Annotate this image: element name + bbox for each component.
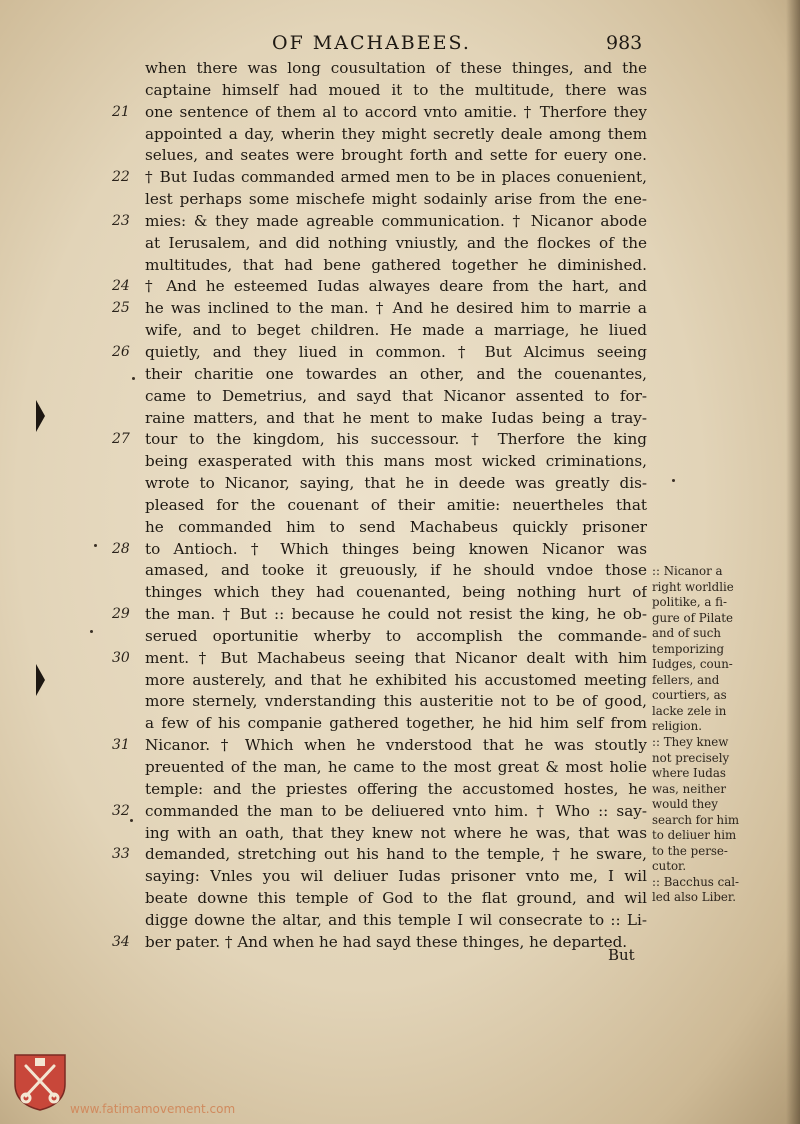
text-line: [0, 320, 800, 342]
pointer-mark-icon: [36, 400, 45, 432]
text-line: [0, 298, 800, 320]
margin-note-line: where Iudas: [652, 766, 726, 781]
margin-note-line: courtiers, as: [652, 688, 727, 703]
line-text: Nicanor. † Which when he vnderstood that he was stoutly: [145, 736, 647, 755]
line-text: selues, and seates were brought forth and sette for euery one.: [145, 146, 647, 165]
margin-note-line: lacke zele in: [652, 703, 727, 718]
ink-speck: [130, 819, 133, 822]
line-text: † And he esteemed Iudas alwayes deare from the hart, and: [145, 277, 647, 296]
ink-speck: [94, 544, 97, 547]
text-line: [0, 539, 800, 561]
text-line: [0, 233, 800, 255]
margin-note-line: right worldlie: [652, 579, 734, 594]
margin-note-line: gure of Pilate: [652, 610, 733, 625]
footer-website-link[interactable]: www.fatimamovement.com: [70, 1102, 236, 1116]
line-text: wife, and to beget children. He made a marriage, he liued: [145, 321, 647, 340]
line-text: pleased for the couenant of their amitie: neuertheles that: [145, 495, 647, 514]
line-text: tour to the kingdom, his successour. † Therfore the king: [145, 430, 647, 449]
verse-number: 23: [112, 212, 130, 229]
verse-number: 27: [112, 431, 130, 448]
text-line: [0, 255, 800, 277]
line-text: raine matters, and that he ment to make Iudas being a tray-: [145, 408, 647, 427]
text-line: [0, 408, 800, 430]
text-line: [0, 451, 800, 473]
ink-speck: [90, 630, 93, 633]
line-text: to Antioch. † Which thinges being knowen Nicanor was: [145, 539, 647, 558]
verse-number: 21: [112, 103, 130, 120]
text-line: [0, 102, 800, 124]
text-line: [0, 429, 800, 451]
margin-note-line: would they: [652, 797, 718, 812]
text-line: [0, 80, 800, 102]
line-text: being exasperated with this mans most wicked criminations,: [145, 452, 647, 471]
line-text: digge downe the altar, and this temple I wil consecrate to :: Li-: [145, 910, 647, 929]
line-text: he commanded him to send Machabeus quickly prisoner: [145, 517, 647, 536]
line-text: the man. † But :: because he could not resist the king, he ob-: [145, 605, 647, 624]
margin-note-line: and of such: [652, 626, 722, 641]
line-text: quietly, and they liued in common. † But Alcimus seeing: [145, 342, 647, 361]
catchword: But: [608, 946, 635, 964]
line-text: amased, and tooke it greuously, if he should vndoe those: [145, 561, 647, 580]
margin-note-line: led also Liber.: [652, 890, 737, 905]
line-text: beate downe this temple of God to the flat ground, and wil: [145, 889, 647, 908]
margin-note-line: to the perse-: [652, 843, 728, 858]
line-text: more austerely, and that he exhibited his accustomed meeting: [145, 670, 647, 689]
line-text: more sternely, vnderstanding this austeritie not to be of good,: [145, 692, 647, 711]
line-text: commanded the man to be deliuered vnto him. † Who :: say-: [145, 801, 647, 820]
margin-note-line: cutor.: [652, 859, 687, 874]
text-line: [0, 495, 800, 517]
text-line: [0, 473, 800, 495]
line-text: temple: and the priestes offering the accustomed hostes, he: [145, 779, 647, 798]
line-text: when there was long cousultation of these thinges, and the: [145, 59, 647, 77]
text-line: [0, 124, 800, 146]
text-line: [0, 145, 800, 167]
line-text: multitudes, that had bene gathered together he diminished.: [145, 255, 647, 274]
margin-note-line: search for him: [652, 812, 740, 827]
verse-number: 26: [112, 343, 130, 360]
line-text: captaine himself had moued it to the multitude, there was: [145, 80, 647, 99]
line-text: ber pater. † And when he had sayd these thinges, he departed.: [145, 932, 628, 951]
line-text: saying: Vnles you wil deliuer Iudas prisoner vnto me, I wil: [145, 867, 647, 886]
margin-note-line: to deliuer him: [652, 828, 737, 843]
text-line: [0, 364, 800, 386]
margin-note-line: fellers, and: [652, 672, 720, 687]
text-line: [0, 58, 800, 80]
line-text: ment. † But Machabeus seeing that Nicanor dealt with him: [145, 648, 647, 667]
line-text: † But Iudas commanded armed men to be in places conuenient,: [145, 168, 647, 187]
verse-number: 31: [112, 737, 130, 754]
margin-note-line: was, neither: [652, 781, 726, 796]
margin-notes: [652, 564, 792, 906]
line-text: preuented of the man, he came to the most great & most holie: [145, 758, 647, 776]
line-text: lest perhaps some mischefe might sodainly arise from the ene-: [145, 190, 647, 209]
margin-note-line: temporizing: [652, 641, 725, 656]
verse-number: 32: [112, 802, 130, 819]
verse-number: 29: [112, 606, 130, 623]
text-line: [0, 932, 800, 954]
line-text: came to Demetrius, and sayd that Nicanor assented to for-: [145, 386, 647, 405]
verse-number: 25: [112, 300, 130, 317]
line-text: a few of his companie gathered together, he hid him self from: [145, 714, 647, 733]
text-line: [0, 211, 800, 233]
page-number: 983: [606, 32, 643, 54]
line-text: serued oportunitie wherby to accomplish the commande-: [145, 626, 647, 645]
margin-note-line: religion.: [652, 719, 702, 734]
line-text: appointed a day, wherin they might secretly deale among them: [145, 124, 647, 143]
verse-number: 28: [112, 540, 130, 557]
margin-note-line: politike, a fi-: [652, 595, 727, 610]
line-text: wrote to Nicanor, saying, that he in deede was greatly dis-: [145, 474, 647, 493]
margin-note-line: Iudges, coun-: [652, 657, 733, 672]
line-text: demanded, stretching out his hand to the temple, † he sware,: [145, 845, 647, 864]
line-text: he was inclined to the man. † And he desired him to marrie a: [145, 299, 647, 318]
line-text: mies: & they made agreable communication. † Nicanor abode: [145, 211, 647, 230]
verse-number: 24: [112, 278, 130, 295]
text-line: [0, 342, 800, 364]
text-line: [0, 276, 800, 298]
text-line: [0, 386, 800, 408]
margin-note-line: :: They knew: [652, 735, 729, 750]
text-line: [0, 517, 800, 539]
verse-number: 34: [112, 933, 130, 950]
running-head: OF MACHABEES.: [272, 32, 471, 54]
pointer-mark-icon: [36, 664, 45, 696]
verse-number: 30: [112, 649, 130, 666]
line-text: at Ierusalem, and did nothing vniustly, and the flockes of the: [145, 233, 647, 252]
text-line: [0, 167, 800, 189]
margin-note-line: :: Bacchus cal-: [652, 874, 740, 889]
text-line: [0, 910, 800, 932]
papal-keys-logo-icon: [12, 1052, 68, 1112]
line-text: their charitie one towardes an other, and the couenantes,: [145, 364, 647, 383]
ink-speck: [672, 479, 675, 482]
ink-speck: [132, 377, 135, 380]
line-text: ing with an oath, that they knew not where he was, that was: [145, 823, 647, 842]
margin-note-line: :: Nicanor a: [652, 564, 723, 578]
verse-number: 33: [112, 846, 130, 863]
verse-number: 22: [112, 169, 130, 186]
margin-note-line: not precisely: [652, 750, 730, 765]
line-text: one sentence of them al to accord vnto amitie. † Therfore they: [145, 102, 647, 121]
line-text: thinges which they had couenanted, being nothing hurt of: [145, 583, 647, 602]
text-line: [0, 189, 800, 211]
